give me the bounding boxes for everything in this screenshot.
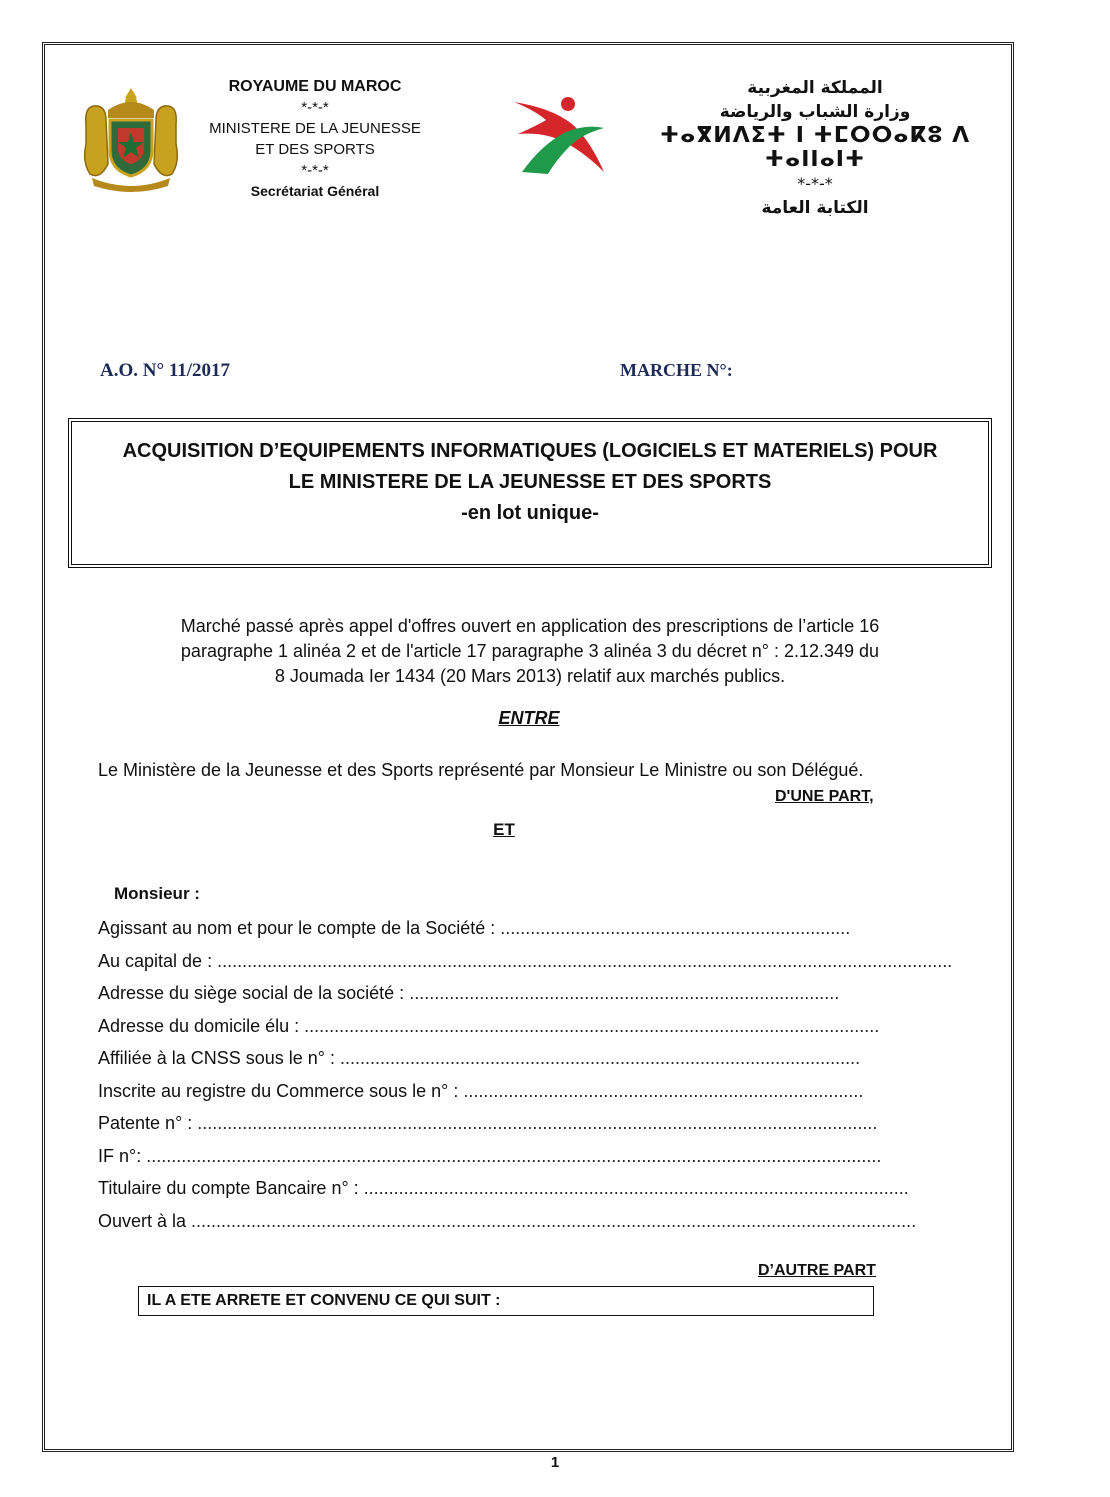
document-title-box — [68, 418, 992, 568]
kingdom-name: ROYAUME DU MAROC — [228, 78, 402, 95]
first-party-text: Le Ministère de la Jeunesse et des Sports représenté par Monsieur Le Ministre ou son Délégué. — [98, 760, 864, 780]
title-line3: -en lot unique- — [461, 502, 599, 524]
stars-separator: *-*-* — [301, 99, 329, 116]
ministry-name-line2: ET DES SPORTS — [255, 141, 375, 158]
field-bank-account[interactable]: Titulaire du compte Bancaire n° : ............................................................................................................. — [98, 1178, 909, 1198]
field-patente[interactable]: Patente n° : ........................................................................................................................................ — [98, 1113, 878, 1133]
second-party-label: D’AUTRE PART — [758, 1262, 876, 1279]
title-line2: LE MINISTERE DE LA JEUNESSE ET DES SPORTS — [288, 471, 772, 493]
page-frame — [42, 42, 1014, 1452]
intro-line: 8 Joumada Ier 1434 (20 Mars 2013) relatif aux marchés publics. — [274, 666, 786, 686]
field-company[interactable]: Agissant au nom et pour le compte de la Société : ...................................................................... — [98, 918, 851, 938]
kingdom-name-arabic: المملكة المغربية — [747, 78, 883, 98]
contractor-fields — [98, 914, 953, 1239]
monsieur-label: Monsieur : — [114, 884, 200, 903]
secretariat-general: Secrétariat Général — [250, 183, 380, 199]
et-heading: ET — [493, 820, 515, 839]
secretariat-general-arabic: الكتابة العامة — [761, 198, 869, 218]
header-left — [190, 76, 440, 202]
tender-reference: A.O. N° 11/2017 — [100, 360, 231, 381]
ministry-name-line1: MINISTERE DE LA JEUNESSE — [209, 120, 421, 137]
intro-line: paragraphe 1 alinéa 2 et de l'article 17 paragraphe 3 alinéa 3 du décret n° : 2.12.349 du — [180, 641, 880, 661]
field-head-office[interactable]: Adresse du siège social de la société : ...................................................................................... — [98, 983, 840, 1003]
field-elected-domicile[interactable]: Adresse du domicile élu : ................................................................................................................... — [98, 1015, 880, 1036]
royal-coat-of-arms-icon — [78, 84, 184, 194]
field-if[interactable]: IF n°: ................................................................................................................................................... — [98, 1145, 882, 1166]
field-capital[interactable]: Au capital de : ................................................................................................................................................... — [98, 950, 953, 971]
intro-paragraph — [120, 614, 940, 689]
field-trade-register[interactable]: Inscrite au registre du Commerce sous le n° : ................................................................................ — [98, 1080, 864, 1101]
entre-heading: ENTRE — [498, 708, 560, 728]
ministry-name-arabic: وزارة الشباب والرياضة — [719, 102, 911, 122]
contract-number-label: MARCHE N°: — [620, 360, 733, 380]
first-party-label: D'UNE PART, — [775, 788, 874, 805]
page-number: 1 — [550, 1454, 560, 1471]
title-line1: ACQUISITION D’EQUIPEMENTS INFORMATIQUES (LOGICIELS ET MATERIELS) POUR — [122, 440, 938, 462]
ministry-name-tifinagh: ⵜⴰⴳⵍⴷⵉⵜ ⵏ ⵜⵎⵔⵔⴰⴽⵓ ⴷ ⵜⴰⵏⵏⴰⵏⵜ — [659, 123, 971, 172]
field-cnss[interactable]: Affiliée à la CNSS sous le n° : ........................................................................................................ — [98, 1048, 861, 1068]
agreement-box: IL A ETE ARRETE ET CONVENU CE QUI SUIT : — [138, 1286, 874, 1316]
stars-separator: *-*-* — [301, 162, 329, 179]
header-right — [640, 76, 990, 220]
stars-separator: *-*-* — [797, 174, 833, 193]
intro-line: Marché passé après appel d'offres ouvert en application des prescriptions de l’article 16 — [180, 616, 880, 636]
field-opened-at[interactable]: Ouvert à la ................................................................................................................................................. — [98, 1210, 917, 1231]
ministry-logo-icon — [512, 94, 608, 174]
